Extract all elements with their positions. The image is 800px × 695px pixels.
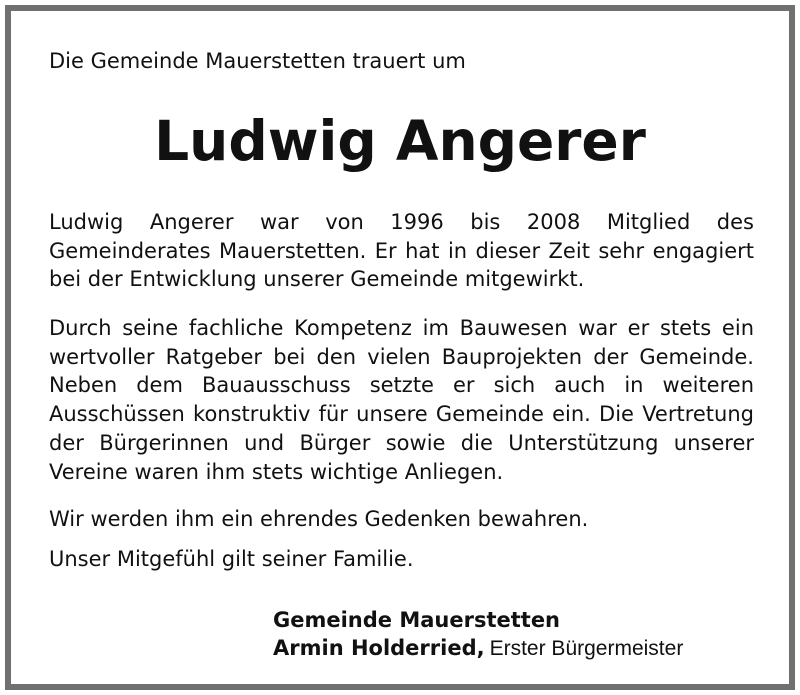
deceased-name-heading: Ludwig Angerer	[154, 109, 646, 173]
paragraph-remembrance: Wir werden ihm ein ehrendes Gedenken bewahren.	[49, 507, 589, 531]
paragraph-membership: Ludwig Angerer war von 1996 bis 2008 Mitglied des Gemeinderates Mauerstetten. Er hat in dieser Zeit sehr engagiert bei der Entwicklung unserer Gemeinde mitgewirkt.	[49, 210, 754, 292]
signature-organization: Gemeinde Mauerstetten	[273, 608, 561, 632]
obituary-notice-frame	[5, 5, 795, 690]
intro-line: Die Gemeinde Mauerstetten trauert um	[49, 49, 466, 73]
paragraph-competence: Durch seine fachliche Kompetenz im Bauwesen war er stets ein wertvoller Ratgeber bei den vielen Bauprojekten der Gemeinde. Neben dem Bauausschuss setzte er sich auch in weiteren Ausschüssen konstruktiv für unsere Gemeinde ein. Die Vertretung der Bürgerinnen und Bürger sowie die Unterstützung unserer Vereine waren ihm stets wichtige Anliegen.	[49, 316, 754, 484]
signature-block	[273, 606, 683, 663]
signature-person-line	[273, 634, 683, 663]
paragraph-condolence: Unser Mitgefühl gilt seiner Familie.	[49, 547, 414, 571]
signature-person: Armin Holderried,	[273, 636, 485, 660]
signature-role: Erster Bürgermeister	[489, 637, 684, 660]
